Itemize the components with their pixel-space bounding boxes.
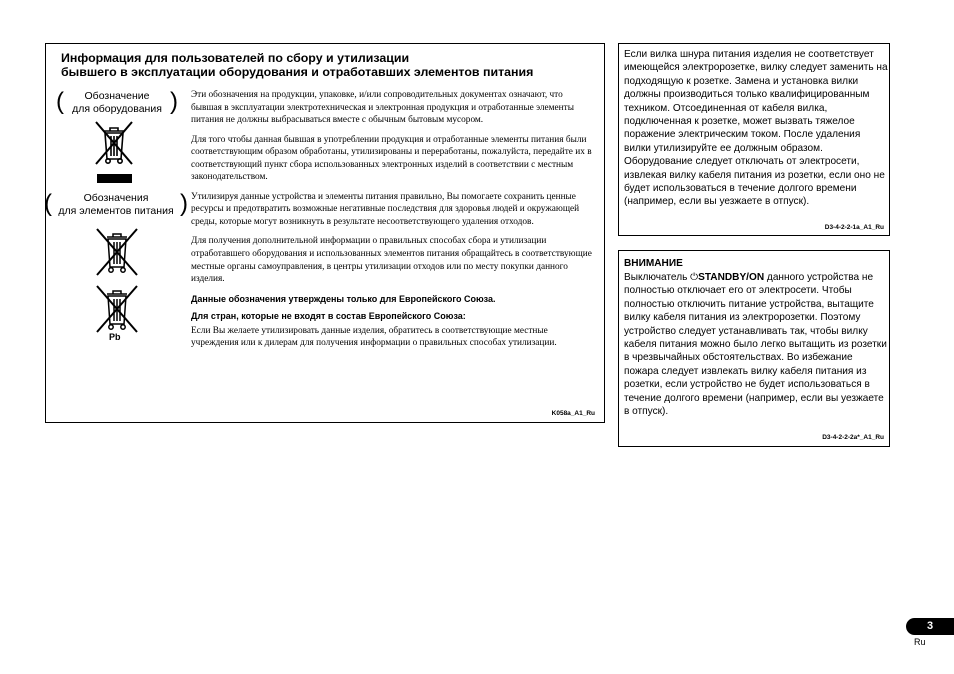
equipment-symbol-label <box>65 90 169 115</box>
caution-heading: ВНИМАНИЕ <box>624 258 683 269</box>
equipment-label-line2: для оборудования <box>72 102 162 115</box>
disposal-paragraph-2: Для того чтобы данная бывшая в употреблении продукция и отработанные элементы питания были соответствующим образом обработаны, утилизированы и переработаны, пожалуйста, передайте их в соответствующий пункт сбора использованных электронных изделий в соответствии с местным законодательством. <box>191 134 592 183</box>
plug-text: Если вилка шнура питания изделия не соответствует имеющейся электророзетке, вилку следует заменить на подходящую к розетке. Замена и установка вилки должны производиться только квалифицированным техником. Отсоединенная от кабеля вилка, подключенная к розетке, может вызвать тяжелое поражение электрическим током. После удаления вилки утилизируйте ее должным образом. Оборудование следует отключать от электросети, извлекая вилку кабеля питания из розетки, если оно не будет использоваться в течение долгого времени (например, если вы уезжаете в отпуск). <box>624 49 888 208</box>
page-language: Ru <box>914 637 926 647</box>
crossed-bin-battery-icon <box>94 227 140 277</box>
equipment-solid-bar <box>97 174 132 183</box>
plug-code: D3-4-2-2-1a_A1_Ru <box>824 224 884 231</box>
battery-symbol-label <box>53 192 179 217</box>
eu-only-note: Данные обозначения утверждены только для Европейского Союза. <box>191 293 496 304</box>
disposal-paragraph-4: Для получения дополнительной информации о правильных способах сбора и утилизации отработавшего оборудования и использованных элементов питания обращайтесь в соответствующие местные органы самоуправления, в центры утилизации отходов или по месту покупки данного изделия. <box>191 236 592 285</box>
pb-label: Pb <box>109 332 121 342</box>
disposal-info-box <box>45 43 605 423</box>
non-eu-heading: Для стран, которые не входят в состав Европейского Союза: <box>191 311 466 322</box>
standby-icon: ⏻ <box>690 272 699 283</box>
non-eu-text: Если Вы желаете утилизировать данные изделия, обратитесь в соответствующие местные учреждения или к дилерам для получения информации о правильных способах утилизации. <box>191 325 557 349</box>
crossed-bin-icon <box>92 119 136 167</box>
disposal-title-line1: Информация для пользователей по сбору и утилизации <box>61 51 410 65</box>
battery-label-line2: для элементов питания <box>58 204 174 217</box>
disposal-code: K058a_A1_Ru <box>551 410 595 417</box>
disposal-title <box>61 51 601 79</box>
disposal-title-line2: бывшего в эксплуатации оборудования и отработавших элементов питания <box>61 65 534 79</box>
battery-label-line1: ( Обозначения <box>83 192 149 204</box>
disposal-paragraph-1: Эти обозначения на продукции, упаковке, и/или сопроводительных документах означают, что бывшая в эксплуатации электротехническая и электронная продукция и отработанные элементы питания не должны выбрасываться вместе с обычным бытовым мусором. <box>191 90 574 126</box>
crossed-bin-pb-icon <box>94 284 140 334</box>
caution-code: D3-4-2-2-2a*_A1_Ru <box>822 434 884 441</box>
equipment-label-line1: ( Обозначение <box>84 90 150 102</box>
caution-text-before: Выключатель <box>624 272 691 283</box>
caution-box <box>618 250 890 447</box>
disposal-paragraph-3: Утилизируя данные устройства и элементы питания правильно, Вы помогаете сохранить ценные ресурсы и предотвратить возможные негативные последствия для здоровья людей и окружающей среды, которые могут возникнуть в результате несоответствующего удаления отходов. <box>191 191 580 227</box>
caution-text-after: данного устройства не полностью отключает его от электросети. Чтобы полностью отключить питание устройства, вытащите вилку кабеля питания из электророзетки. Поэтому устройство следует устанавливать так, чтобы вилку кабеля питания можно было легко вытащить из розетки в чрезвычайных обстоятельствах. Во избежание пожара следует извлекать вилку кабеля питания из розетки, если устройство не будет использоваться в течение долгого времени (например, если вы уезжаете в отпуск). <box>624 272 887 418</box>
disposal-body <box>191 89 593 357</box>
page-number: 3 <box>906 618 954 635</box>
standby-label: STANDBY/ON <box>698 272 765 283</box>
plug-info-box <box>618 43 890 236</box>
caution-text <box>624 271 888 418</box>
